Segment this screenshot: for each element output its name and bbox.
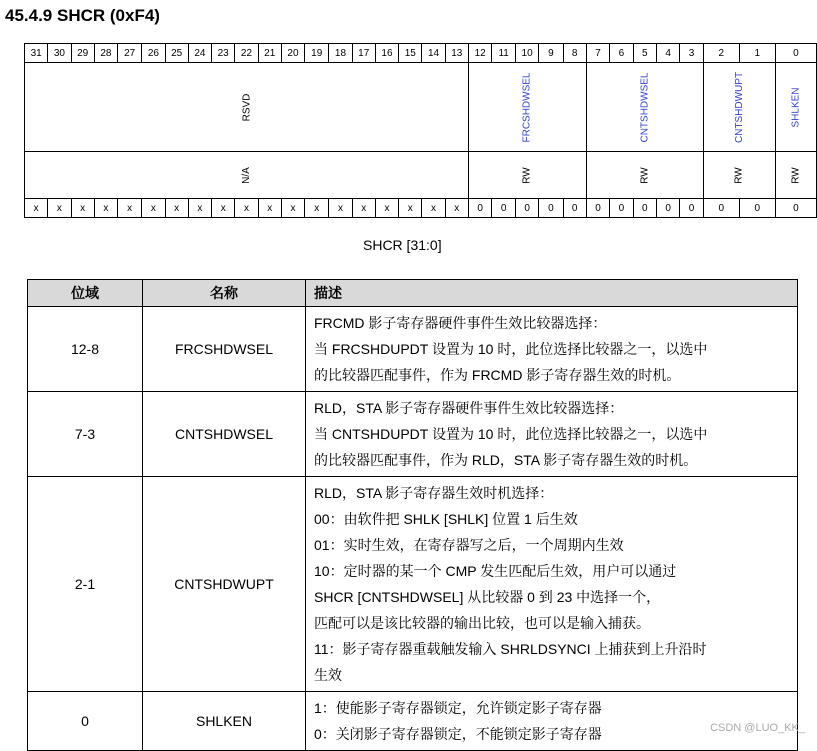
bit-number-cell: 13 <box>445 44 468 63</box>
row-bits: 7-3 <box>28 392 143 477</box>
header-bits: 位域 <box>28 280 143 307</box>
row-bits: 12-8 <box>28 307 143 392</box>
bit-number-cell: 11 <box>492 44 515 63</box>
table-row <box>28 477 798 692</box>
reset-value-cell: 0 <box>680 199 703 218</box>
reset-value-cell: x <box>212 199 235 218</box>
field-name: CNTSHDWUPT <box>733 71 745 143</box>
reset-value-cell: x <box>281 199 304 218</box>
reset-value-cell: 0 <box>539 199 563 218</box>
row-name: CNTSHDWUPT <box>143 477 306 692</box>
description-line: 的比较器匹配事件，作为 FRCMD 影子寄存器生效的时机。 <box>314 367 681 383</box>
bit-number-cell: 12 <box>468 44 491 63</box>
row-description <box>306 392 798 477</box>
reset-value-cell: 0 <box>656 199 679 218</box>
description-line: 00：由软件把 SHLK [SHLK] 位置 1 后生效 <box>314 511 578 527</box>
description-line: 0：关闭影子寄存器锁定，不能锁定影子寄存器 <box>314 726 602 742</box>
reset-value-cell: 0 <box>563 199 586 218</box>
field-access: RW <box>790 166 802 184</box>
reset-value-cell: x <box>329 199 352 218</box>
bit-number-cell: 29 <box>71 44 94 63</box>
field-access-cell <box>468 152 586 199</box>
header-name: 名称 <box>143 280 306 307</box>
reset-value-cell: 0 <box>610 199 633 218</box>
bit-number-cell: 14 <box>422 44 445 63</box>
row-name: CNTSHDWSEL <box>143 392 306 477</box>
bit-number-cell: 21 <box>258 44 281 63</box>
field-access: RW <box>521 166 533 184</box>
row-description <box>306 477 798 692</box>
reset-value-cell: x <box>25 199 48 218</box>
register-caption: SHCR [31:0] <box>363 237 442 253</box>
field-access-cell <box>586 152 703 199</box>
bit-number-cell: 2 <box>703 44 739 63</box>
bit-number-cell: 31 <box>25 44 48 63</box>
reset-value-cell: 0 <box>468 199 491 218</box>
bit-number-cell: 9 <box>539 44 563 63</box>
bit-number-cell: 8 <box>563 44 586 63</box>
reset-value-cell: 0 <box>515 199 538 218</box>
field-access: RW <box>733 166 745 184</box>
row-name: FRCSHDWSEL <box>143 307 306 392</box>
field-description-table <box>27 279 798 751</box>
bit-number-cell: 4 <box>656 44 679 63</box>
row-name: SHLKEN <box>143 692 306 751</box>
reset-value-cell: x <box>445 199 468 218</box>
field-access-cell <box>703 152 775 199</box>
description-line: 生效 <box>314 667 342 683</box>
field-name: CNTSHDWSEL <box>639 71 651 143</box>
field-access-cell <box>25 152 469 199</box>
reset-value-cell: x <box>94 199 117 218</box>
reset-value-cell: 0 <box>633 199 656 218</box>
bit-number-cell: 20 <box>281 44 304 63</box>
field-name-row <box>25 63 817 152</box>
bit-number-cell: 18 <box>329 44 352 63</box>
bit-number-row <box>25 44 817 63</box>
bit-number-cell: 26 <box>142 44 165 63</box>
field-name: RSVD <box>240 93 252 121</box>
reset-value-cell: 0 <box>492 199 515 218</box>
reset-value-row <box>25 199 817 218</box>
bit-number-cell: 6 <box>610 44 633 63</box>
description-line: 的比较器匹配事件，作为 RLD，STA 影子寄存器生效的时机。 <box>314 452 698 468</box>
table-row <box>28 307 798 392</box>
bit-number-cell: 23 <box>212 44 235 63</box>
field-access: N/A <box>240 166 252 184</box>
bit-number-cell: 24 <box>188 44 211 63</box>
reset-value-cell: x <box>352 199 375 218</box>
row-bits: 0 <box>28 692 143 751</box>
bit-number-cell: 7 <box>586 44 609 63</box>
table-row <box>28 392 798 477</box>
bit-number-cell: 22 <box>235 44 258 63</box>
watermark: CSDN @LUO_KK_ <box>710 722 805 734</box>
reset-value-cell: x <box>399 199 422 218</box>
field-name: SHLKEN <box>790 86 802 128</box>
bit-number-cell: 15 <box>399 44 422 63</box>
bit-number-cell: 19 <box>305 44 329 63</box>
description-line: 01：实时生效，在寄存器写之后，一个周期内生效 <box>314 537 624 553</box>
reset-value-cell: x <box>165 199 188 218</box>
access-row <box>25 152 817 199</box>
reset-value-cell: 0 <box>586 199 609 218</box>
bit-number-cell: 25 <box>165 44 188 63</box>
description-line: 匹配可以是该比较器的输出比较，也可以是输入捕获。 <box>314 615 650 631</box>
description-line: 当 CNTSHDUPDT 设置为 10 时，此位选择比较器之一，以选中 <box>314 426 708 442</box>
field-name: FRCSHDWSEL <box>521 71 533 143</box>
bit-number-cell: 1 <box>739 44 775 63</box>
description-line: FRCMD 影子寄存器硬件事件生效比较器选择： <box>314 315 607 331</box>
register-bitmap <box>24 43 817 218</box>
reset-value-cell: x <box>71 199 94 218</box>
reset-value-cell: x <box>48 199 71 218</box>
field-name-cell <box>468 63 586 152</box>
reset-value-cell: x <box>118 199 142 218</box>
table-header-row <box>28 280 798 307</box>
field-access-cell <box>775 152 816 199</box>
description-line: 11：影子寄存器重载触发输入 SHRLDSYNCI 上捕获到上升沿时 <box>314 641 707 657</box>
description-line: 10：定时器的某一个 CMP 发生匹配后生效，用户可以通过 <box>314 563 677 579</box>
field-name-cell <box>775 63 816 152</box>
reset-value-cell: x <box>375 199 398 218</box>
reset-value-cell: x <box>422 199 445 218</box>
description-line: RLD，STA 影子寄存器硬件事件生效比较器选择： <box>314 400 624 416</box>
reset-value-cell: x <box>188 199 211 218</box>
row-description <box>306 307 798 392</box>
bit-number-cell: 27 <box>118 44 142 63</box>
section-title: 45.4.9 SHCR (0xF4) <box>5 6 160 25</box>
field-name-cell <box>703 63 775 152</box>
field-access: RW <box>639 166 651 184</box>
reset-value-cell: x <box>235 199 258 218</box>
reset-value-cell: x <box>142 199 165 218</box>
reset-value-cell: x <box>305 199 329 218</box>
bit-number-cell: 5 <box>633 44 656 63</box>
header-description: 描述 <box>306 280 798 307</box>
field-name-cell <box>25 63 469 152</box>
bit-number-cell: 16 <box>375 44 398 63</box>
reset-value-cell: x <box>258 199 281 218</box>
bit-number-cell: 10 <box>515 44 538 63</box>
bit-number-cell: 0 <box>775 44 816 63</box>
bit-number-cell: 3 <box>680 44 703 63</box>
bit-number-cell: 28 <box>94 44 117 63</box>
reset-value-cell: 0 <box>775 199 816 218</box>
bit-number-cell: 17 <box>352 44 375 63</box>
description-line: SHCR [CNTSHDWSEL] 从比较器 0 到 23 中选择一个， <box>314 589 661 605</box>
reset-value-cell: 0 <box>703 199 739 218</box>
field-name-cell <box>586 63 703 152</box>
description-line: 1：使能影子寄存器锁定，允许锁定影子寄存器 <box>314 700 602 716</box>
bit-number-cell: 30 <box>48 44 71 63</box>
description-line: 当 FRCSHDUPDT 设置为 10 时，此位选择比较器之一，以选中 <box>314 341 708 357</box>
row-bits: 2-1 <box>28 477 143 692</box>
reset-value-cell: 0 <box>739 199 775 218</box>
description-line: RLD，STA 影子寄存器生效时机选择： <box>314 485 554 501</box>
